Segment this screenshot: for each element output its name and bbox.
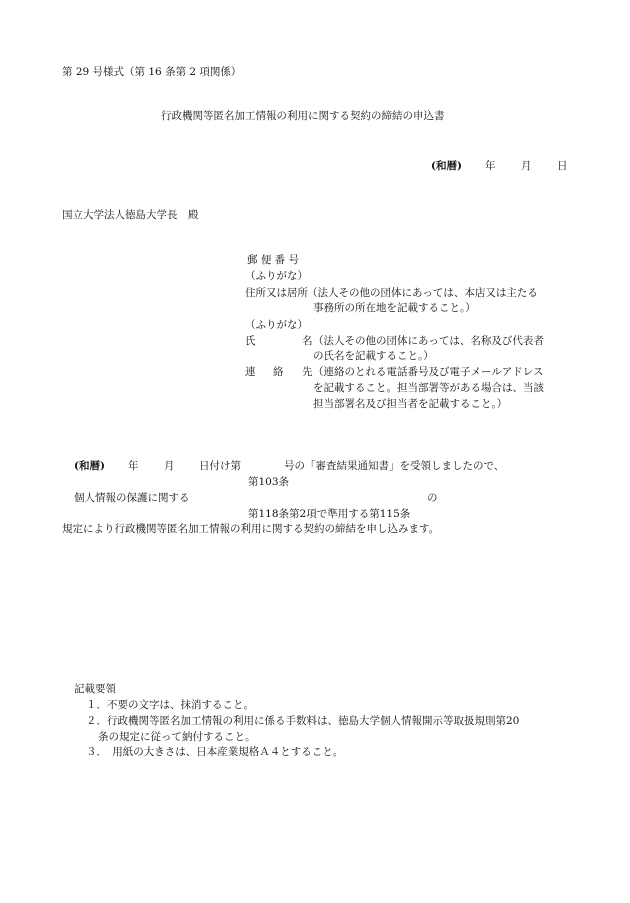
postal-code-label: 郵 便 番 号 bbox=[247, 254, 300, 266]
body-article-1: 第103条 bbox=[248, 476, 290, 488]
date-month: 月 bbox=[521, 160, 532, 172]
notes-heading: 記載要領 bbox=[74, 683, 116, 695]
name-label-second-char: 名 bbox=[302, 335, 313, 347]
notes-item-2-line-1: ２．行政機関等匿名加工情報の利用に係る手数料は、徳島大学個人情報開示等取扱規則第20 bbox=[86, 715, 520, 727]
contact-note-line-3: 担当部署名及び担当者を記載すること。） bbox=[313, 398, 508, 410]
furigana-label-2: （ふりがな） bbox=[245, 319, 308, 331]
furigana-label-1: （ふりがな） bbox=[245, 270, 308, 282]
contact-label-first-char: 連 bbox=[245, 366, 256, 378]
name-label-first-char: 氏 bbox=[245, 335, 256, 347]
contact-note-line-1: （連絡のとれる電話番号及び電子メールアドレス bbox=[313, 366, 544, 378]
body-date-prefix: 日付け第 bbox=[199, 460, 241, 472]
address-note-line-2: 事務所の所在地を記載すること。） bbox=[313, 302, 476, 314]
notes-item-3: ３． 用紙の大きさは、日本産業規格Ａ４とすること。 bbox=[86, 746, 344, 758]
addressee: 国立大学法人徳島大学長 殿 bbox=[62, 209, 199, 221]
name-note-line-1: （法人その他の団体にあっては、名称及び代表者 bbox=[313, 335, 544, 347]
document-title: 行政機関等匿名加工情報の利用に関する契約の締結の申込書 bbox=[161, 110, 445, 122]
notes-item-1: １．不要の文字は、抹消すること。 bbox=[86, 699, 254, 711]
address-label: 住所又は居所 bbox=[245, 287, 308, 299]
form-number: 第 29 号様式（第 16 条第 2 項関係） bbox=[62, 66, 242, 78]
body-article-2: 第118条第2項で準用する第115条 bbox=[248, 508, 411, 520]
date-day: 日 bbox=[557, 160, 568, 172]
address-note-line-1: （法人その他の団体にあっては、本店又は主たる bbox=[307, 287, 538, 299]
contact-label-third-char: 先 bbox=[302, 366, 313, 378]
date-year: 年 bbox=[485, 160, 496, 172]
body-no: の bbox=[427, 492, 438, 504]
date-era: (和暦) bbox=[431, 160, 462, 172]
contact-label-second-char: 絡 bbox=[273, 366, 284, 378]
contact-note-line-2: を記載すること。担当部署等がある場合は、当該 bbox=[313, 382, 544, 394]
body-law-prefix: 個人情報の保護に関する bbox=[74, 492, 190, 504]
body-closing: 規定により行政機関等匿名加工情報の利用に関する契約の締結を申し込みます。 bbox=[62, 523, 440, 535]
body-era: (和暦) bbox=[74, 460, 105, 472]
body-month: 月 bbox=[164, 460, 175, 472]
body-notice: 号の「審査結果通知書」を受領しましたので、 bbox=[284, 460, 505, 472]
name-note-line-2: の氏名を記載すること。） bbox=[313, 350, 434, 362]
notes-item-2-line-2: 条の規定に従って納付すること。 bbox=[98, 731, 256, 743]
body-year: 年 bbox=[128, 460, 139, 472]
